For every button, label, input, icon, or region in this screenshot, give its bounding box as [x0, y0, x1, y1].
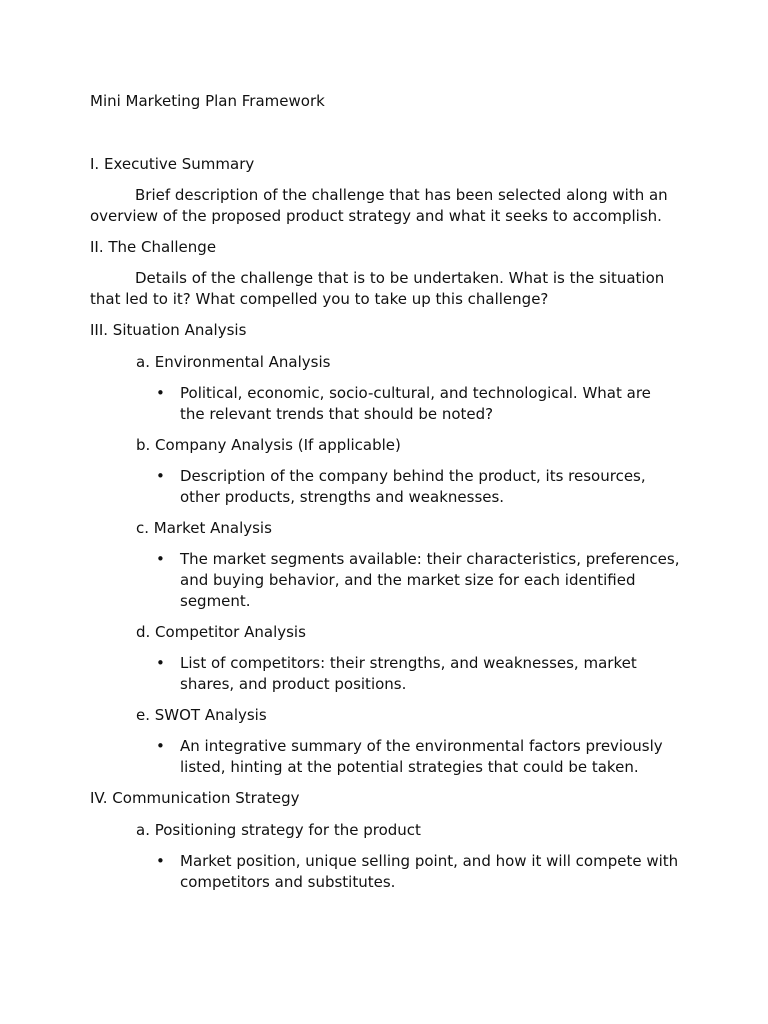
section-heading-executive-summary: I. Executive Summary [90, 155, 255, 173]
bullet-competitor-analysis [156, 653, 680, 695]
bullet-text: Market position, unique selling point, and how it will compete with competitors and substitutes. [180, 852, 679, 891]
bullet-positioning-strategy [156, 851, 680, 893]
bullet-dot-icon: • [156, 467, 165, 485]
subsection-company-analysis: b. Company Analysis (If applicable) [136, 436, 401, 454]
bullet-dot-icon: • [156, 852, 165, 870]
section-heading-communication-strategy: IV. Communication Strategy [90, 789, 300, 807]
subsection-swot-analysis: e. SWOT Analysis [136, 706, 267, 724]
subsection-competitor-analysis: d. Competitor Analysis [136, 623, 306, 641]
bullet-dot-icon: • [156, 654, 165, 672]
section-body-executive-summary: Brief description of the challenge that has been selected along with an overview of the proposed product strategy and what it seeks to accomplish. [90, 186, 668, 225]
bullet-dot-icon: • [156, 550, 165, 568]
bullet-dot-icon: • [156, 737, 165, 755]
bullet-swot-analysis [156, 736, 680, 778]
subsection-positioning-strategy: a. Positioning strategy for the product [136, 821, 421, 839]
bullet-market-analysis [156, 549, 680, 612]
section-body-challenge: Details of the challenge that is to be undertaken. What is the situation that led to it? What compelled you to take up this challenge? [90, 269, 665, 308]
subsection-market-analysis: c. Market Analysis [136, 519, 272, 537]
bullet-environmental-analysis [156, 383, 680, 425]
section-heading-situation-analysis: III. Situation Analysis [90, 321, 247, 339]
bullet-text: The market segments available: their characteristics, preferences, and buying behavior, and the market size for each identified segment. [180, 550, 680, 610]
document-title: Mini Marketing Plan Framework [90, 92, 325, 110]
bullet-text: Political, economic, socio-cultural, and technological. What are the relevant trends that should be noted? [180, 384, 651, 423]
section-heading-challenge: II. The Challenge [90, 238, 217, 256]
bullet-text: List of competitors: their strengths, and weaknesses, market shares, and product positions. [180, 654, 637, 693]
subsection-environmental-analysis: a. Environmental Analysis [136, 353, 331, 371]
bullet-text: Description of the company behind the product, its resources, other products, strengths and weaknesses. [180, 467, 646, 506]
bullet-company-analysis [156, 466, 680, 508]
bullet-dot-icon: • [156, 384, 165, 402]
bullet-text: An integrative summary of the environmental factors previously listed, hinting at the potential strategies that could be taken. [180, 737, 663, 776]
